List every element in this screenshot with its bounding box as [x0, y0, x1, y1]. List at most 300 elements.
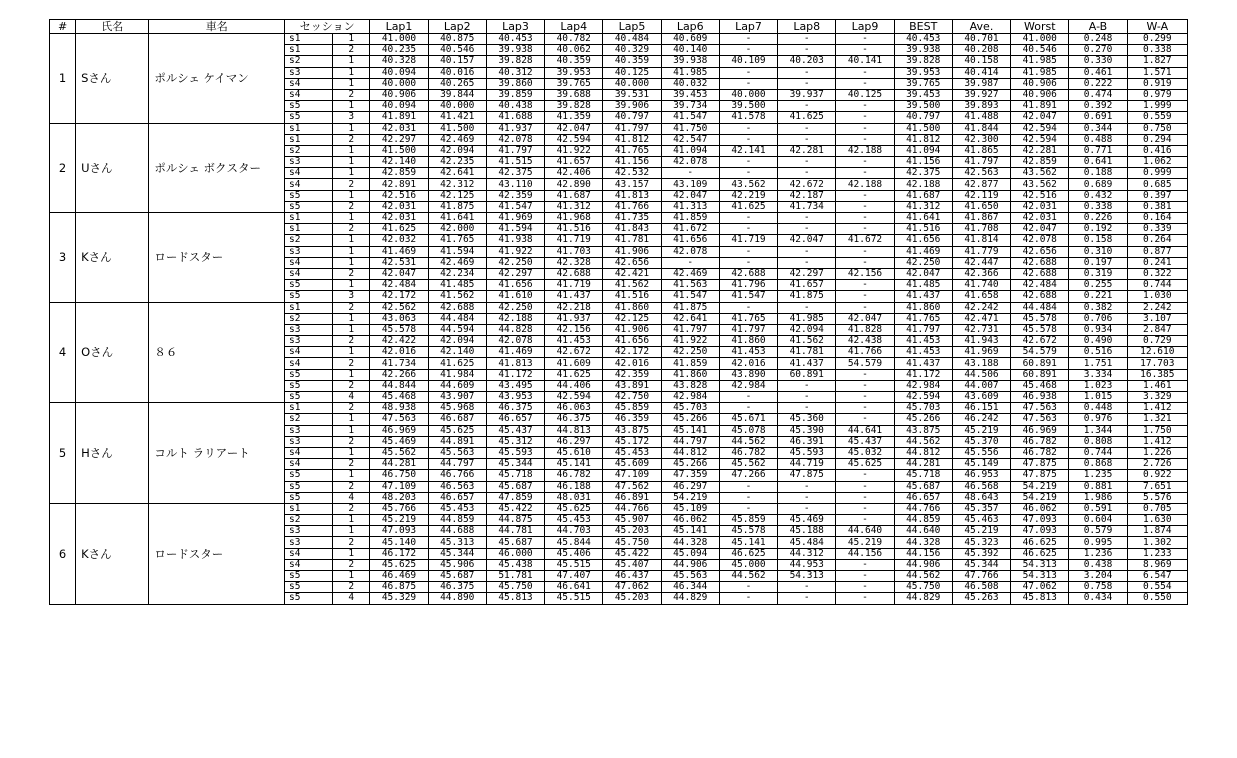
lap7-cell: 41.796 [719, 280, 777, 291]
lap2-cell: 41.875 [428, 201, 486, 212]
a-minus-b-cell: 0.934 [1069, 324, 1127, 335]
w-minus-a-cell: 0.381 [1127, 201, 1187, 212]
worst-cell: 46.625 [1011, 548, 1069, 559]
lap3-cell: 41.594 [486, 224, 544, 235]
lap4-cell: 45.610 [545, 447, 603, 458]
average-cell: 41.867 [952, 213, 1010, 224]
driver-name: Kさん [76, 503, 149, 604]
average-cell: 44.007 [952, 380, 1010, 391]
lap6-cell: 41.860 [661, 369, 719, 380]
lap9-cell: 42.188 [836, 145, 894, 156]
lap5-cell: 45.203 [603, 526, 661, 537]
lap5-cell: 41.156 [603, 157, 661, 168]
lap1-cell: 48.938 [370, 403, 428, 414]
best-cell: 41.860 [894, 302, 952, 313]
session-run-cell: 2 [333, 436, 370, 447]
lap3-cell: 45.718 [486, 470, 544, 481]
table-row [50, 213, 1188, 224]
lap9-cell: - [836, 224, 894, 235]
lap7-cell: - [719, 213, 777, 224]
lap4-cell: 40.062 [545, 45, 603, 56]
best-cell: 46.657 [894, 492, 952, 503]
lap7-cell: 41.625 [719, 201, 777, 212]
lap1-cell: 45.578 [370, 324, 428, 335]
lap2-cell: 42.234 [428, 268, 486, 279]
lap3-cell: 41.922 [486, 246, 544, 257]
w-minus-a-cell: 0.999 [1127, 168, 1187, 179]
lap2-cell: 41.765 [428, 235, 486, 246]
lap7-cell: - [719, 593, 777, 604]
lap4-cell: 41.937 [545, 313, 603, 324]
header-lap8: Lap8 [778, 20, 836, 34]
lap5-cell: 45.407 [603, 559, 661, 570]
a-minus-b-cell: 0.448 [1069, 403, 1127, 414]
header-lap2: Lap2 [428, 20, 486, 34]
session-run-cell: 1 [333, 571, 370, 582]
lap2-cell: 41.421 [428, 112, 486, 123]
lap1-cell: 42.562 [370, 302, 428, 313]
session-cell: s5 [285, 291, 333, 302]
lap2-cell: 46.657 [428, 492, 486, 503]
lap3-cell: 51.781 [486, 571, 544, 582]
session-run-cell: 1 [333, 470, 370, 481]
w-minus-a-cell: 0.299 [1127, 34, 1187, 45]
lap8-cell: - [778, 78, 836, 89]
lap5-cell: 41.562 [603, 280, 661, 291]
session-run-cell: 1 [333, 425, 370, 436]
session-run-cell: 1 [333, 235, 370, 246]
lap3-cell: 40.453 [486, 34, 544, 45]
lap8-cell: 42.047 [778, 235, 836, 246]
lap6-cell: 45.703 [661, 403, 719, 414]
a-minus-b-cell: 0.438 [1069, 559, 1127, 570]
a-minus-b-cell: 0.434 [1069, 593, 1127, 604]
lap6-cell: 41.859 [661, 213, 719, 224]
average-cell: 40.208 [952, 45, 1010, 56]
lap3-cell: 43.495 [486, 380, 544, 391]
lap9-cell: 44.156 [836, 548, 894, 559]
lap6-cell: 41.922 [661, 336, 719, 347]
lap8-cell: - [778, 593, 836, 604]
lap6-cell: 42.078 [661, 246, 719, 257]
lap3-cell: 42.375 [486, 168, 544, 179]
lap6-cell: 40.140 [661, 45, 719, 56]
lap7-cell: 42.984 [719, 380, 777, 391]
session-run-cell: 3 [333, 112, 370, 123]
car-name: ロードスター [149, 213, 285, 303]
w-minus-a-cell: 1.461 [1127, 380, 1187, 391]
w-minus-a-cell: 1.571 [1127, 67, 1187, 78]
lap4-cell: 39.765 [545, 78, 603, 89]
best-cell: 40.797 [894, 112, 952, 123]
best-cell: 44.328 [894, 537, 952, 548]
driver-name: Uさん [76, 123, 149, 213]
lap4-cell: 42.594 [545, 392, 603, 403]
a-minus-b-cell: 0.808 [1069, 436, 1127, 447]
lap5-cell: 41.765 [603, 145, 661, 156]
lap1-cell: 41.000 [370, 34, 428, 45]
lap9-cell: 40.125 [836, 89, 894, 100]
lap6-cell: 42.641 [661, 313, 719, 324]
session-cell: s3 [285, 537, 333, 548]
lap6-cell: 41.985 [661, 67, 719, 78]
lap6-cell: 46.062 [661, 515, 719, 526]
a-minus-b-cell: 0.995 [1069, 537, 1127, 548]
worst-cell: 47.563 [1011, 414, 1069, 425]
a-minus-b-cell: 0.771 [1069, 145, 1127, 156]
average-cell: 44.506 [952, 369, 1010, 380]
best-cell: 41.516 [894, 224, 952, 235]
best-cell: 39.765 [894, 78, 952, 89]
lap5-cell: 43.875 [603, 425, 661, 436]
lap8-cell: - [778, 481, 836, 492]
a-minus-b-cell: 0.744 [1069, 447, 1127, 458]
lap2-cell: 46.375 [428, 582, 486, 593]
session-run-cell: 2 [333, 336, 370, 347]
w-minus-a-cell: 0.685 [1127, 179, 1187, 190]
a-minus-b-cell: 0.248 [1069, 34, 1127, 45]
lap2-cell: 45.563 [428, 447, 486, 458]
lap8-cell: 44.312 [778, 548, 836, 559]
w-minus-a-cell: 2.726 [1127, 459, 1187, 470]
lap7-cell: - [719, 257, 777, 268]
w-minus-a-cell: 16.385 [1127, 369, 1187, 380]
lap5-cell: 47.109 [603, 470, 661, 481]
lap4-cell: 42.047 [545, 123, 603, 134]
lap2-cell: 41.594 [428, 246, 486, 257]
best-cell: 45.687 [894, 481, 952, 492]
w-minus-a-cell: 1.827 [1127, 56, 1187, 67]
a-minus-b-cell: 3.334 [1069, 369, 1127, 380]
lap3-cell: 45.750 [486, 582, 544, 593]
lap6-cell: 45.141 [661, 425, 719, 436]
lap9-cell: 44.641 [836, 425, 894, 436]
lap5-cell: 47.562 [603, 481, 661, 492]
lap4-cell: 42.406 [545, 168, 603, 179]
lap1-cell: 43.063 [370, 313, 428, 324]
lap7-cell: - [719, 582, 777, 593]
session-cell: s4 [285, 268, 333, 279]
lap8-cell: - [778, 67, 836, 78]
lap4-cell: 42.594 [545, 134, 603, 145]
lap5-cell: 41.906 [603, 246, 661, 257]
lap3-cell: 41.610 [486, 291, 544, 302]
lap3-cell: 46.375 [486, 403, 544, 414]
lap8-cell: 39.937 [778, 89, 836, 100]
lap4-cell: 41.703 [545, 246, 603, 257]
session-cell: s5 [285, 369, 333, 380]
lap4-cell: 41.657 [545, 157, 603, 168]
best-cell: 41.156 [894, 157, 952, 168]
lap2-cell: 45.625 [428, 425, 486, 436]
session-run-cell: 1 [333, 56, 370, 67]
lap6-cell: 41.563 [661, 280, 719, 291]
lap1-cell: 45.468 [370, 392, 428, 403]
lap9-cell: 45.437 [836, 436, 894, 447]
worst-cell: 43.562 [1011, 179, 1069, 190]
lap6-cell: 44.797 [661, 436, 719, 447]
lap7-cell: - [719, 492, 777, 503]
session-cell: s5 [285, 392, 333, 403]
worst-cell: 42.484 [1011, 280, 1069, 291]
lap3-cell: 39.860 [486, 78, 544, 89]
w-minus-a-cell: 2.847 [1127, 324, 1187, 335]
a-minus-b-cell: 1.023 [1069, 380, 1127, 391]
lap1-cell: 41.469 [370, 246, 428, 257]
lap1-cell: 41.625 [370, 224, 428, 235]
average-cell: 45.323 [952, 537, 1010, 548]
lap7-cell: - [719, 157, 777, 168]
a-minus-b-cell: 0.382 [1069, 302, 1127, 313]
w-minus-a-cell: 0.919 [1127, 78, 1187, 89]
lap8-cell: 41.657 [778, 280, 836, 291]
a-minus-b-cell: 0.591 [1069, 503, 1127, 514]
lap6-cell: 45.266 [661, 459, 719, 470]
lap1-cell: 42.047 [370, 268, 428, 279]
car-name: ポルシェ ケイマン [149, 34, 285, 124]
lap3-cell: 41.688 [486, 112, 544, 123]
lap2-cell: 45.968 [428, 403, 486, 414]
session-run-cell: 1 [333, 246, 370, 257]
average-cell: 42.471 [952, 313, 1010, 324]
lap4-cell: 46.375 [545, 414, 603, 425]
header-lap1: Lap1 [370, 20, 428, 34]
worst-cell: 41.000 [1011, 34, 1069, 45]
lap8-cell: - [778, 123, 836, 134]
average-cell: 41.814 [952, 235, 1010, 246]
session-cell: s3 [285, 436, 333, 447]
lap2-cell: 44.859 [428, 515, 486, 526]
best-cell: 44.906 [894, 559, 952, 570]
lap9-cell: - [836, 403, 894, 414]
lap6-cell: 42.078 [661, 157, 719, 168]
a-minus-b-cell: 0.226 [1069, 213, 1127, 224]
lap6-cell: 39.938 [661, 56, 719, 67]
session-cell: s5 [285, 492, 333, 503]
lap7-cell: 42.141 [719, 145, 777, 156]
lap4-cell: 41.609 [545, 358, 603, 369]
best-cell: 43.875 [894, 425, 952, 436]
session-cell: s4 [285, 179, 333, 190]
worst-cell: 42.047 [1011, 112, 1069, 123]
w-minus-a-cell: 5.576 [1127, 492, 1187, 503]
lap1-cell: 40.906 [370, 89, 428, 100]
lap8-cell: - [778, 492, 836, 503]
lap4-cell: 48.031 [545, 492, 603, 503]
a-minus-b-cell: 0.270 [1069, 45, 1127, 56]
lap5-cell: 46.437 [603, 571, 661, 582]
session-run-cell: 2 [333, 179, 370, 190]
lap3-cell: 39.828 [486, 56, 544, 67]
lap4-cell: 41.359 [545, 112, 603, 123]
average-cell: 42.563 [952, 168, 1010, 179]
lap5-cell: 39.531 [603, 89, 661, 100]
header-w-minus-a: W-A [1127, 20, 1187, 34]
lap2-cell: 43.907 [428, 392, 486, 403]
average-cell: 42.447 [952, 257, 1010, 268]
lap1-cell: 45.562 [370, 447, 428, 458]
lap4-cell: 42.688 [545, 268, 603, 279]
lap5-cell: 45.453 [603, 447, 661, 458]
lap6-cell: 45.563 [661, 571, 719, 582]
lap1-cell: 40.094 [370, 67, 428, 78]
lap5-cell: 42.750 [603, 392, 661, 403]
driver-name: Sさん [76, 34, 149, 124]
lap7-cell: 40.109 [719, 56, 777, 67]
lap1-cell: 46.172 [370, 548, 428, 559]
lap3-cell: 39.938 [486, 45, 544, 56]
session-run-cell: 2 [333, 481, 370, 492]
header-car-name: 車名 [149, 20, 285, 34]
best-cell: 44.812 [894, 447, 952, 458]
lap3-cell: 41.938 [486, 235, 544, 246]
lap5-cell: 41.843 [603, 224, 661, 235]
lap9-cell: 45.032 [836, 447, 894, 458]
lap2-cell: 45.344 [428, 548, 486, 559]
worst-cell: 46.938 [1011, 392, 1069, 403]
best-cell: 41.656 [894, 235, 952, 246]
w-minus-a-cell: 1.874 [1127, 526, 1187, 537]
lap8-cell: 54.313 [778, 571, 836, 582]
lap8-cell: - [778, 503, 836, 514]
session-run-cell: 1 [333, 213, 370, 224]
worst-cell: 45.578 [1011, 313, 1069, 324]
best-cell: 41.797 [894, 324, 952, 335]
w-minus-a-cell: 6.547 [1127, 571, 1187, 582]
w-minus-a-cell: 0.554 [1127, 582, 1187, 593]
row-group-index: 3 [50, 213, 76, 303]
average-cell: 45.263 [952, 593, 1010, 604]
lap6-cell: 43.828 [661, 380, 719, 391]
lap2-cell: 41.984 [428, 369, 486, 380]
lap1-cell: 45.766 [370, 503, 428, 514]
w-minus-a-cell: 1.226 [1127, 447, 1187, 458]
w-minus-a-cell: 1.233 [1127, 548, 1187, 559]
lap6-cell: 45.094 [661, 548, 719, 559]
lap8-cell: 41.781 [778, 347, 836, 358]
lap1-cell: 45.469 [370, 436, 428, 447]
session-run-cell: 2 [333, 380, 370, 391]
lap6-cell: 43.109 [661, 179, 719, 190]
lap5-cell: 45.203 [603, 593, 661, 604]
w-minus-a-cell: 1.030 [1127, 291, 1187, 302]
worst-cell: 42.672 [1011, 336, 1069, 347]
session-cell: s5 [285, 571, 333, 582]
lap1-cell: 42.032 [370, 235, 428, 246]
table-row [50, 302, 1188, 313]
lap1-cell: 45.219 [370, 515, 428, 526]
lap9-cell: - [836, 34, 894, 45]
average-cell: 41.708 [952, 224, 1010, 235]
lap3-cell: 45.813 [486, 593, 544, 604]
lap4-cell: 45.625 [545, 503, 603, 514]
lap1-cell: 41.500 [370, 145, 428, 156]
lap2-cell: 46.687 [428, 414, 486, 425]
lap7-cell: - [719, 224, 777, 235]
w-minus-a-cell: 0.979 [1127, 89, 1187, 100]
lap7-cell: 40.000 [719, 89, 777, 100]
lap6-cell: 41.875 [661, 302, 719, 313]
driver-name: Kさん [76, 213, 149, 303]
lap6-cell: 44.812 [661, 447, 719, 458]
session-cell: s1 [285, 503, 333, 514]
lap1-cell: 46.469 [370, 571, 428, 582]
lap2-cell: 44.594 [428, 324, 486, 335]
lap9-cell: - [836, 515, 894, 526]
session-cell: s4 [285, 358, 333, 369]
worst-cell: 42.047 [1011, 224, 1069, 235]
lap3-cell: 47.859 [486, 492, 544, 503]
best-cell: 41.687 [894, 190, 952, 201]
lap5-cell: 41.906 [603, 324, 661, 335]
lap8-cell: - [778, 101, 836, 112]
a-minus-b-cell: 0.488 [1069, 134, 1127, 145]
lap7-cell: - [719, 134, 777, 145]
lap2-cell: 42.641 [428, 168, 486, 179]
session-run-cell: 1 [333, 78, 370, 89]
header-a-minus-b: A-B [1069, 20, 1127, 34]
session-cell: s5 [285, 101, 333, 112]
lap4-cell: 40.782 [545, 34, 603, 45]
lap9-cell: - [836, 369, 894, 380]
lap9-cell: - [836, 414, 894, 425]
session-run-cell: 1 [333, 324, 370, 335]
lap8-cell: 41.985 [778, 313, 836, 324]
lap8-cell: 44.719 [778, 459, 836, 470]
best-cell: 39.828 [894, 56, 952, 67]
lap6-cell: 40.609 [661, 34, 719, 45]
lap5-cell: 41.860 [603, 302, 661, 313]
worst-cell: 54.313 [1011, 571, 1069, 582]
header-index: # [50, 20, 76, 34]
lap2-cell: 40.875 [428, 34, 486, 45]
lap9-cell: - [836, 503, 894, 514]
session-run-cell: 1 [333, 313, 370, 324]
lap3-cell: 41.937 [486, 123, 544, 134]
worst-cell: 45.813 [1011, 593, 1069, 604]
lap1-cell: 47.093 [370, 526, 428, 537]
a-minus-b-cell: 0.881 [1069, 481, 1127, 492]
lap5-cell: 42.359 [603, 369, 661, 380]
lap9-cell: - [836, 280, 894, 291]
a-minus-b-cell: 0.691 [1069, 112, 1127, 123]
lap6-cell: 42.547 [661, 134, 719, 145]
lap7-cell: 42.688 [719, 268, 777, 279]
session-run-cell: 1 [333, 257, 370, 268]
lap8-cell: - [778, 168, 836, 179]
lap3-cell: 41.656 [486, 280, 544, 291]
header-lap3: Lap3 [486, 20, 544, 34]
worst-cell: 54.313 [1011, 559, 1069, 570]
session-cell: s5 [285, 112, 333, 123]
best-cell: 41.812 [894, 134, 952, 145]
lap5-cell: 42.125 [603, 313, 661, 324]
car-name: コルト ラリアート [149, 403, 285, 504]
session-cell: s5 [285, 582, 333, 593]
lap2-cell: 42.688 [428, 302, 486, 313]
lap5-cell: 40.329 [603, 45, 661, 56]
lap4-cell: 42.890 [545, 179, 603, 190]
average-cell: 40.701 [952, 34, 1010, 45]
session-run-cell: 1 [333, 369, 370, 380]
lap6-cell: 45.266 [661, 414, 719, 425]
lap6-cell: 46.297 [661, 481, 719, 492]
lap7-cell: 45.562 [719, 459, 777, 470]
session-cell: s5 [285, 280, 333, 291]
lap9-cell: - [836, 257, 894, 268]
worst-cell: 41.985 [1011, 67, 1069, 78]
best-cell: 44.156 [894, 548, 952, 559]
